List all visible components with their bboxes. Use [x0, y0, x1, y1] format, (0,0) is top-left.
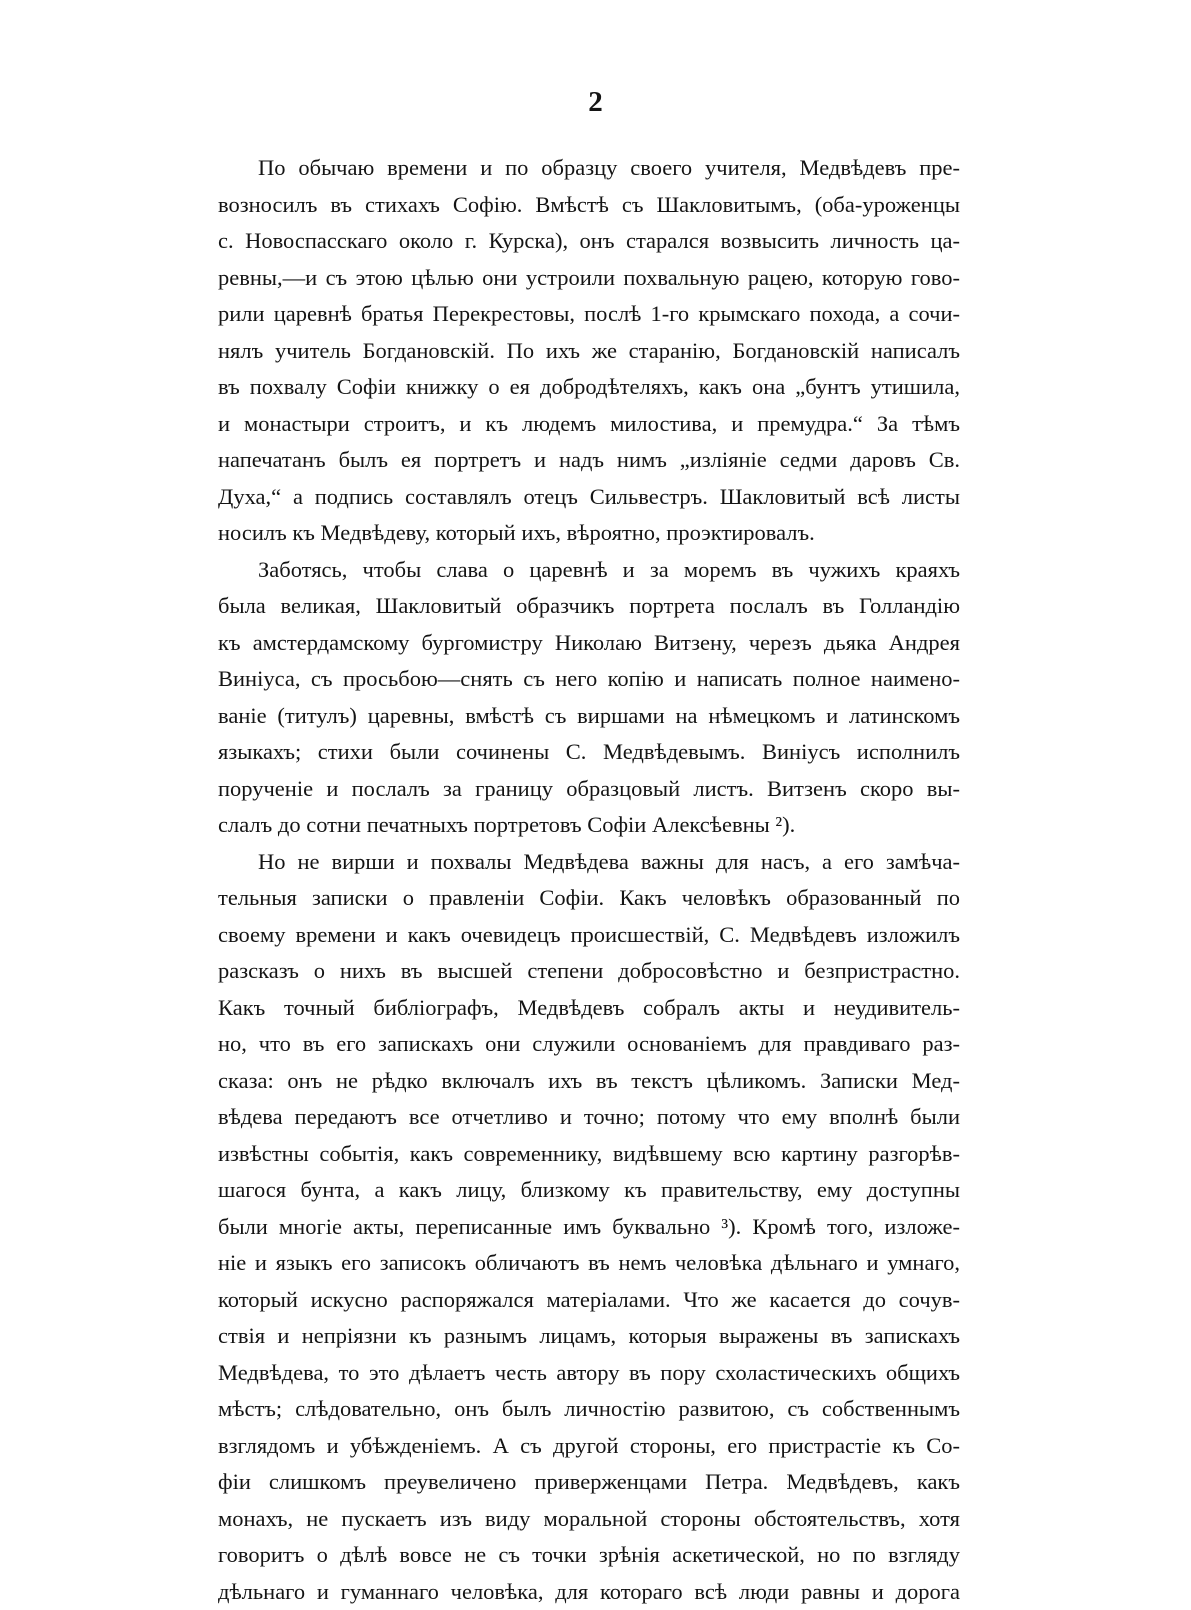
text-line: носилъ къ Медвѣдеву, который ихъ, вѣроятно, проэктировалъ. — [218, 515, 960, 552]
text-line: тельныя записки о правленіи Софіи. Какъ человѣкъ образованный по — [218, 880, 960, 917]
text-line: Духа,“ а подпись составлялъ отецъ Сильвестръ. Шакловитый всѣ листы — [218, 479, 960, 516]
text-line: порученіе и послалъ за границу образцовый листъ. Витзенъ скоро вы- — [218, 771, 960, 808]
text-line: который искусно распоряжался матеріалами. Что же касается до сочув- — [218, 1282, 960, 1319]
text-line: слалъ до сотни печатныхъ портретовъ Софіи Алексѣевны ²). — [218, 807, 960, 844]
text-line: говоритъ о дѣлѣ вовсе не съ точки зрѣнія аскетической, но по взгляду — [218, 1537, 960, 1574]
text-line: возносилъ въ стихахъ Софію. Вмѣстѣ съ Шакловитымъ, (оба-уроженцы — [218, 187, 960, 224]
text-line: была великая, Шакловитый образчикъ портрета послалъ въ Голландію — [218, 588, 960, 625]
text-line: нялъ учитель Богдановскій. По ихъ же старанію, Богдановскій написалъ — [218, 333, 960, 370]
text-line: вѣдева передаютъ все отчетливо и точно; потому что ему вполнѣ были — [218, 1099, 960, 1136]
text-line: мѣстъ; слѣдовательно, онъ былъ личностію развитою, съ собственнымъ — [218, 1391, 960, 1428]
text-line: къ амстердамскому бургомистру Николаю Витзену, черезъ дьяка Андрея — [218, 625, 960, 662]
text-line: своему времени и какъ очевидецъ происшествій, С. Медвѣдевъ изложилъ — [218, 917, 960, 954]
text-line: Заботясь, чтобы слава о царевнѣ и за моремъ въ чужихъ краяхъ — [218, 552, 960, 589]
text-line: въ похвалу Софіи книжку о ея добродѣтеляхъ, какъ она „бунтъ утишила, — [218, 369, 960, 406]
text-line: По обычаю времени и по образцу своего учителя, Медвѣдевъ пре- — [218, 150, 960, 187]
text-line: монахъ, не пускаетъ изъ виду моральной стороны обстоятельствъ, хотя — [218, 1501, 960, 1538]
text-line: взглядомъ и убѣжденіемъ. А съ другой стороны, его пристрастіе къ Со- — [218, 1428, 960, 1465]
text-line: языкахъ; стихи были сочинены С. Медвѣдевымъ. Виніусъ исполнилъ — [218, 734, 960, 771]
text-line: сказа: онъ не рѣдко включалъ ихъ въ текстъ цѣликомъ. Записки Мед- — [218, 1063, 960, 1100]
text-line: Какъ точный библіографъ, Медвѣдевъ собралъ акты и неудивитель- — [218, 990, 960, 1027]
text-line: дѣльнаго и гуманнаго человѣка, для котораго всѣ люди равны и дорога — [218, 1574, 960, 1610]
body-text — [218, 150, 960, 1610]
text-line: ствія и непріязни къ разнымъ лицамъ, которыя выражены въ запискахъ — [218, 1318, 960, 1355]
text-line: рили царевнѣ братья Перекрестовы, послѣ 1-го крымскаго похода, а сочи- — [218, 296, 960, 333]
text-line: Но не вирши и похвалы Медвѣдева важны для насъ, а его замѣча- — [218, 844, 960, 881]
text-line: ніе и языкъ его записокъ обличаютъ въ немъ человѣка дѣльнаго и умнаго, — [218, 1245, 960, 1282]
text-line: извѣстны событія, какъ современнику, видѣвшему всю картину разгорѣв- — [218, 1136, 960, 1173]
text-line: и монастыри строитъ, и къ людемъ милостива, и премудра.“ За тѣмъ — [218, 406, 960, 443]
page-number: 2 — [0, 86, 1191, 119]
text-line: Виніуса, съ просьбою—снять съ него копію и написать полное наимено- — [218, 661, 960, 698]
text-line: с. Новоспасскаго около г. Курска), онъ старался возвысить личность ца- — [218, 223, 960, 260]
text-line: шагося бунта, а какъ лицу, близкому къ правительству, ему доступны — [218, 1172, 960, 1209]
text-line: фіи слишкомъ преувеличено приверженцами Петра. Медвѣдевъ, какъ — [218, 1464, 960, 1501]
text-line: разсказъ о нихъ въ высшей степени добросовѣстно и безпристрастно. — [218, 953, 960, 990]
text-line: ваніе (титулъ) царевны, вмѣстѣ съ виршами на нѣмецкомъ и латинскомъ — [218, 698, 960, 735]
text-line: Медвѣдева, то это дѣлаетъ честь автору въ пору схоластическихъ общихъ — [218, 1355, 960, 1392]
text-line: напечатанъ былъ ея портретъ и надъ нимъ „изліяніе седми даровъ Св. — [218, 442, 960, 479]
text-line: но, что въ его запискахъ они служили основаніемъ для правдиваго раз- — [218, 1026, 960, 1063]
text-line: были многіе акты, переписанные имъ буквально ³). Кромѣ того, изложе- — [218, 1209, 960, 1246]
text-line: ревны,—и съ этою цѣлью они устроили похвальную рацею, которую гово- — [218, 260, 960, 297]
